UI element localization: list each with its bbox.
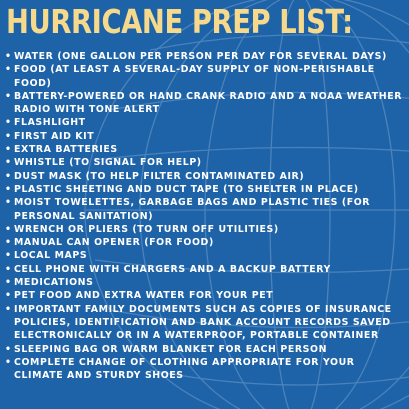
bullet-icon: • — [5, 356, 12, 368]
page-title: HURRICANE PREP LIST: — [6, 2, 353, 41]
list-item — [4, 143, 406, 156]
list-item-text: WRENCH OR PLIERS (TO TURN OFF UTILITIES) — [14, 223, 279, 235]
list-item — [4, 156, 406, 169]
list-item-text: WHISTLE (TO SIGNAL FOR HELP) — [14, 157, 202, 169]
list-item-text: MEDICATIONS — [14, 277, 94, 289]
bullet-icon: • — [5, 183, 12, 195]
list-item — [4, 303, 406, 343]
list-item-text: FLASHLIGHT — [14, 117, 86, 129]
list-item-text: IMPORTANT FAMILY DOCUMENTS SUCH AS COPIES OF INSURANCE POLICIES, IDENTIFICATION AND BANK ACCOUNT RECORDS SAVED ELECTRONICALLY OR IN A WATERPROOF, PORTABLE CONTAINER — [14, 303, 392, 342]
bullet-icon: • — [5, 277, 12, 289]
list-item-text: COMPLETE CHANGE OF CLOTHING APPROPRIATE FOR YOUR CLIMATE AND STURDY SHOES — [14, 356, 355, 382]
list-item-text: DUST MASK (TO HELP FILTER CONTAMINATED AIR) — [14, 170, 305, 182]
bullet-icon: • — [5, 197, 12, 209]
list-item — [4, 170, 406, 183]
list-item-text: MANUAL CAN OPENER (FOR FOOD) — [14, 237, 214, 249]
list-item-text: LOCAL MAPS — [14, 250, 88, 262]
list-item — [4, 343, 406, 356]
list-item — [4, 130, 406, 143]
list-item-text: SLEEPING BAG OR WARM BLANKET FOR EACH PERSON — [14, 343, 328, 355]
list-item-text: CELL PHONE WITH CHARGERS AND A BACKUP BATTERY — [14, 263, 331, 275]
list-item-text: WATER (ONE GALLON PER PERSON PER DAY FOR SEVERAL DAYS) — [14, 51, 387, 62]
list-item-text: MOIST TOWELETTES, GARBAGE BAGS AND PLASTIC TIES (FOR PERSONAL SANITATION) — [14, 197, 371, 222]
list-item — [4, 289, 406, 302]
bullet-icon: • — [5, 90, 12, 102]
bullet-icon: • — [5, 303, 12, 315]
bullet-icon: • — [5, 51, 12, 62]
list-item — [4, 356, 406, 383]
list-item — [4, 116, 406, 129]
bullet-icon: • — [5, 64, 12, 76]
bullet-icon: • — [5, 290, 12, 302]
list-item — [4, 249, 406, 262]
bullet-icon: • — [5, 237, 12, 249]
bullet-icon: • — [5, 144, 12, 156]
bullet-icon: • — [5, 170, 12, 182]
bullet-icon: • — [5, 343, 12, 355]
bullet-icon: • — [5, 117, 12, 129]
list-item-text: PET FOOD AND EXTRA WATER FOR YOUR PET — [14, 290, 274, 302]
list-item-text: FIRST AID KIT — [14, 130, 95, 142]
bullet-icon: • — [5, 157, 12, 169]
list-item — [4, 63, 406, 90]
bullet-icon: • — [5, 223, 12, 235]
bullet-icon: • — [5, 263, 12, 275]
list-item-text: BATTERY-POWERED OR HAND CRANK RADIO AND A NOAA WEATHER RADIO WITH TONE ALERT — [14, 90, 403, 116]
list-item — [4, 50, 406, 63]
prep-checklist — [4, 50, 406, 382]
list-item — [4, 223, 406, 236]
list-item — [4, 276, 406, 289]
list-item — [4, 196, 406, 223]
list-item-text: PLASTIC SHEETING AND DUCT TAPE (TO SHELTER IN PLACE) — [14, 183, 359, 195]
bullet-icon: • — [5, 130, 12, 142]
list-item — [4, 263, 406, 276]
bullet-icon: • — [5, 250, 12, 262]
list-item — [4, 236, 406, 249]
list-item — [4, 183, 406, 196]
list-item — [4, 90, 406, 117]
list-item-text: FOOD (AT LEAST A SEVERAL-DAY SUPPLY OF NON-PERISHABLE FOOD) — [14, 64, 375, 89]
list-item-text: EXTRA BATTERIES — [14, 144, 118, 156]
